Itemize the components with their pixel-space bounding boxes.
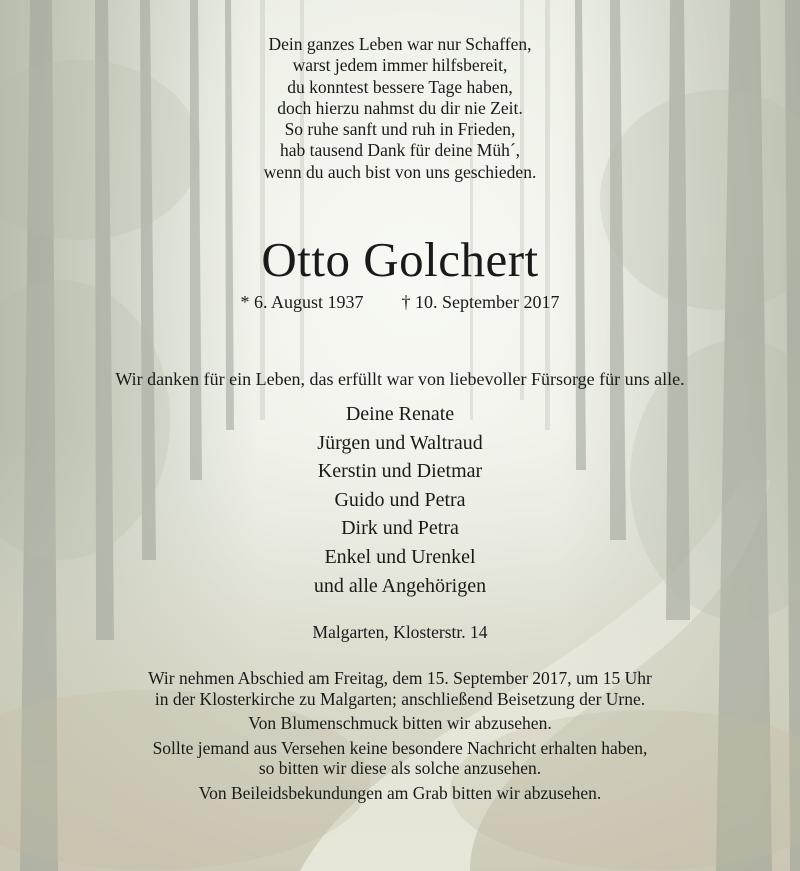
life-dates [0, 290, 800, 314]
notice-line: Wir nehmen Abschied am Freitag, dem 15. September 2017, um 15 Uhr [148, 668, 652, 688]
mourner: und alle Angehörigen [313, 574, 487, 597]
notice-line: Von Beileidsbekundungen am Grab bitten wir abzusehen. [198, 782, 602, 803]
birth-date: * 6. August 1937 [240, 292, 364, 312]
poem-line: doch hierzu nahmst du dir nie Zeit. [277, 97, 523, 118]
notice-farewell [0, 668, 800, 709]
death-date: † 10. September 2017 [401, 292, 560, 312]
poem-line: Dein ganzes Leben war nur Schaffen, [268, 34, 532, 54]
poem-line: du konntest bessere Tage haben, [287, 76, 513, 97]
mourner: Kerstin und Dietmar [317, 460, 483, 483]
address: Malgarten, Klosterstr. 14 [312, 622, 488, 642]
mourners-list [0, 400, 800, 600]
funeral-notice [0, 668, 800, 807]
notice-line: in der Klosterkirche zu Malgarten; anschließend Beisetzung der Urne. [154, 688, 646, 709]
notice-line: so bitten wir diese als solche anzusehen. [258, 758, 542, 778]
notice-flowers [0, 713, 800, 734]
thanks-line: Wir danken für ein Leben, das erfüllt war von liebevoller Fürsorge für uns alle. [115, 369, 685, 389]
mourner: Enkel und Urenkel [324, 545, 476, 568]
notice-line: Sollte jemand aus Versehen keine besondere Nachricht erhalten haben, [152, 737, 648, 758]
poem-line: wenn du auch bist von uns geschieden. [263, 161, 537, 182]
mourner: Jürgen und Waltraud [317, 431, 483, 454]
poem-line: hab tausend Dank für deine Müh´, [279, 140, 521, 161]
deceased-name: Otto Golchert [261, 232, 539, 287]
poem-line: So ruhe sanft und ruh in Frieden, [284, 119, 516, 140]
mourner: Deine Renate [345, 403, 455, 425]
memorial-poem [0, 34, 800, 183]
notice-no-message [0, 738, 800, 779]
poem-line: warst jedem immer hilfsbereit, [292, 55, 508, 76]
notice-condolences [0, 783, 800, 804]
mourner: Dirk und Petra [341, 517, 459, 540]
notice-line: Von Blumenschmuck bitten wir abzusehen. [248, 713, 552, 733]
mourner: Guido und Petra [334, 488, 466, 511]
